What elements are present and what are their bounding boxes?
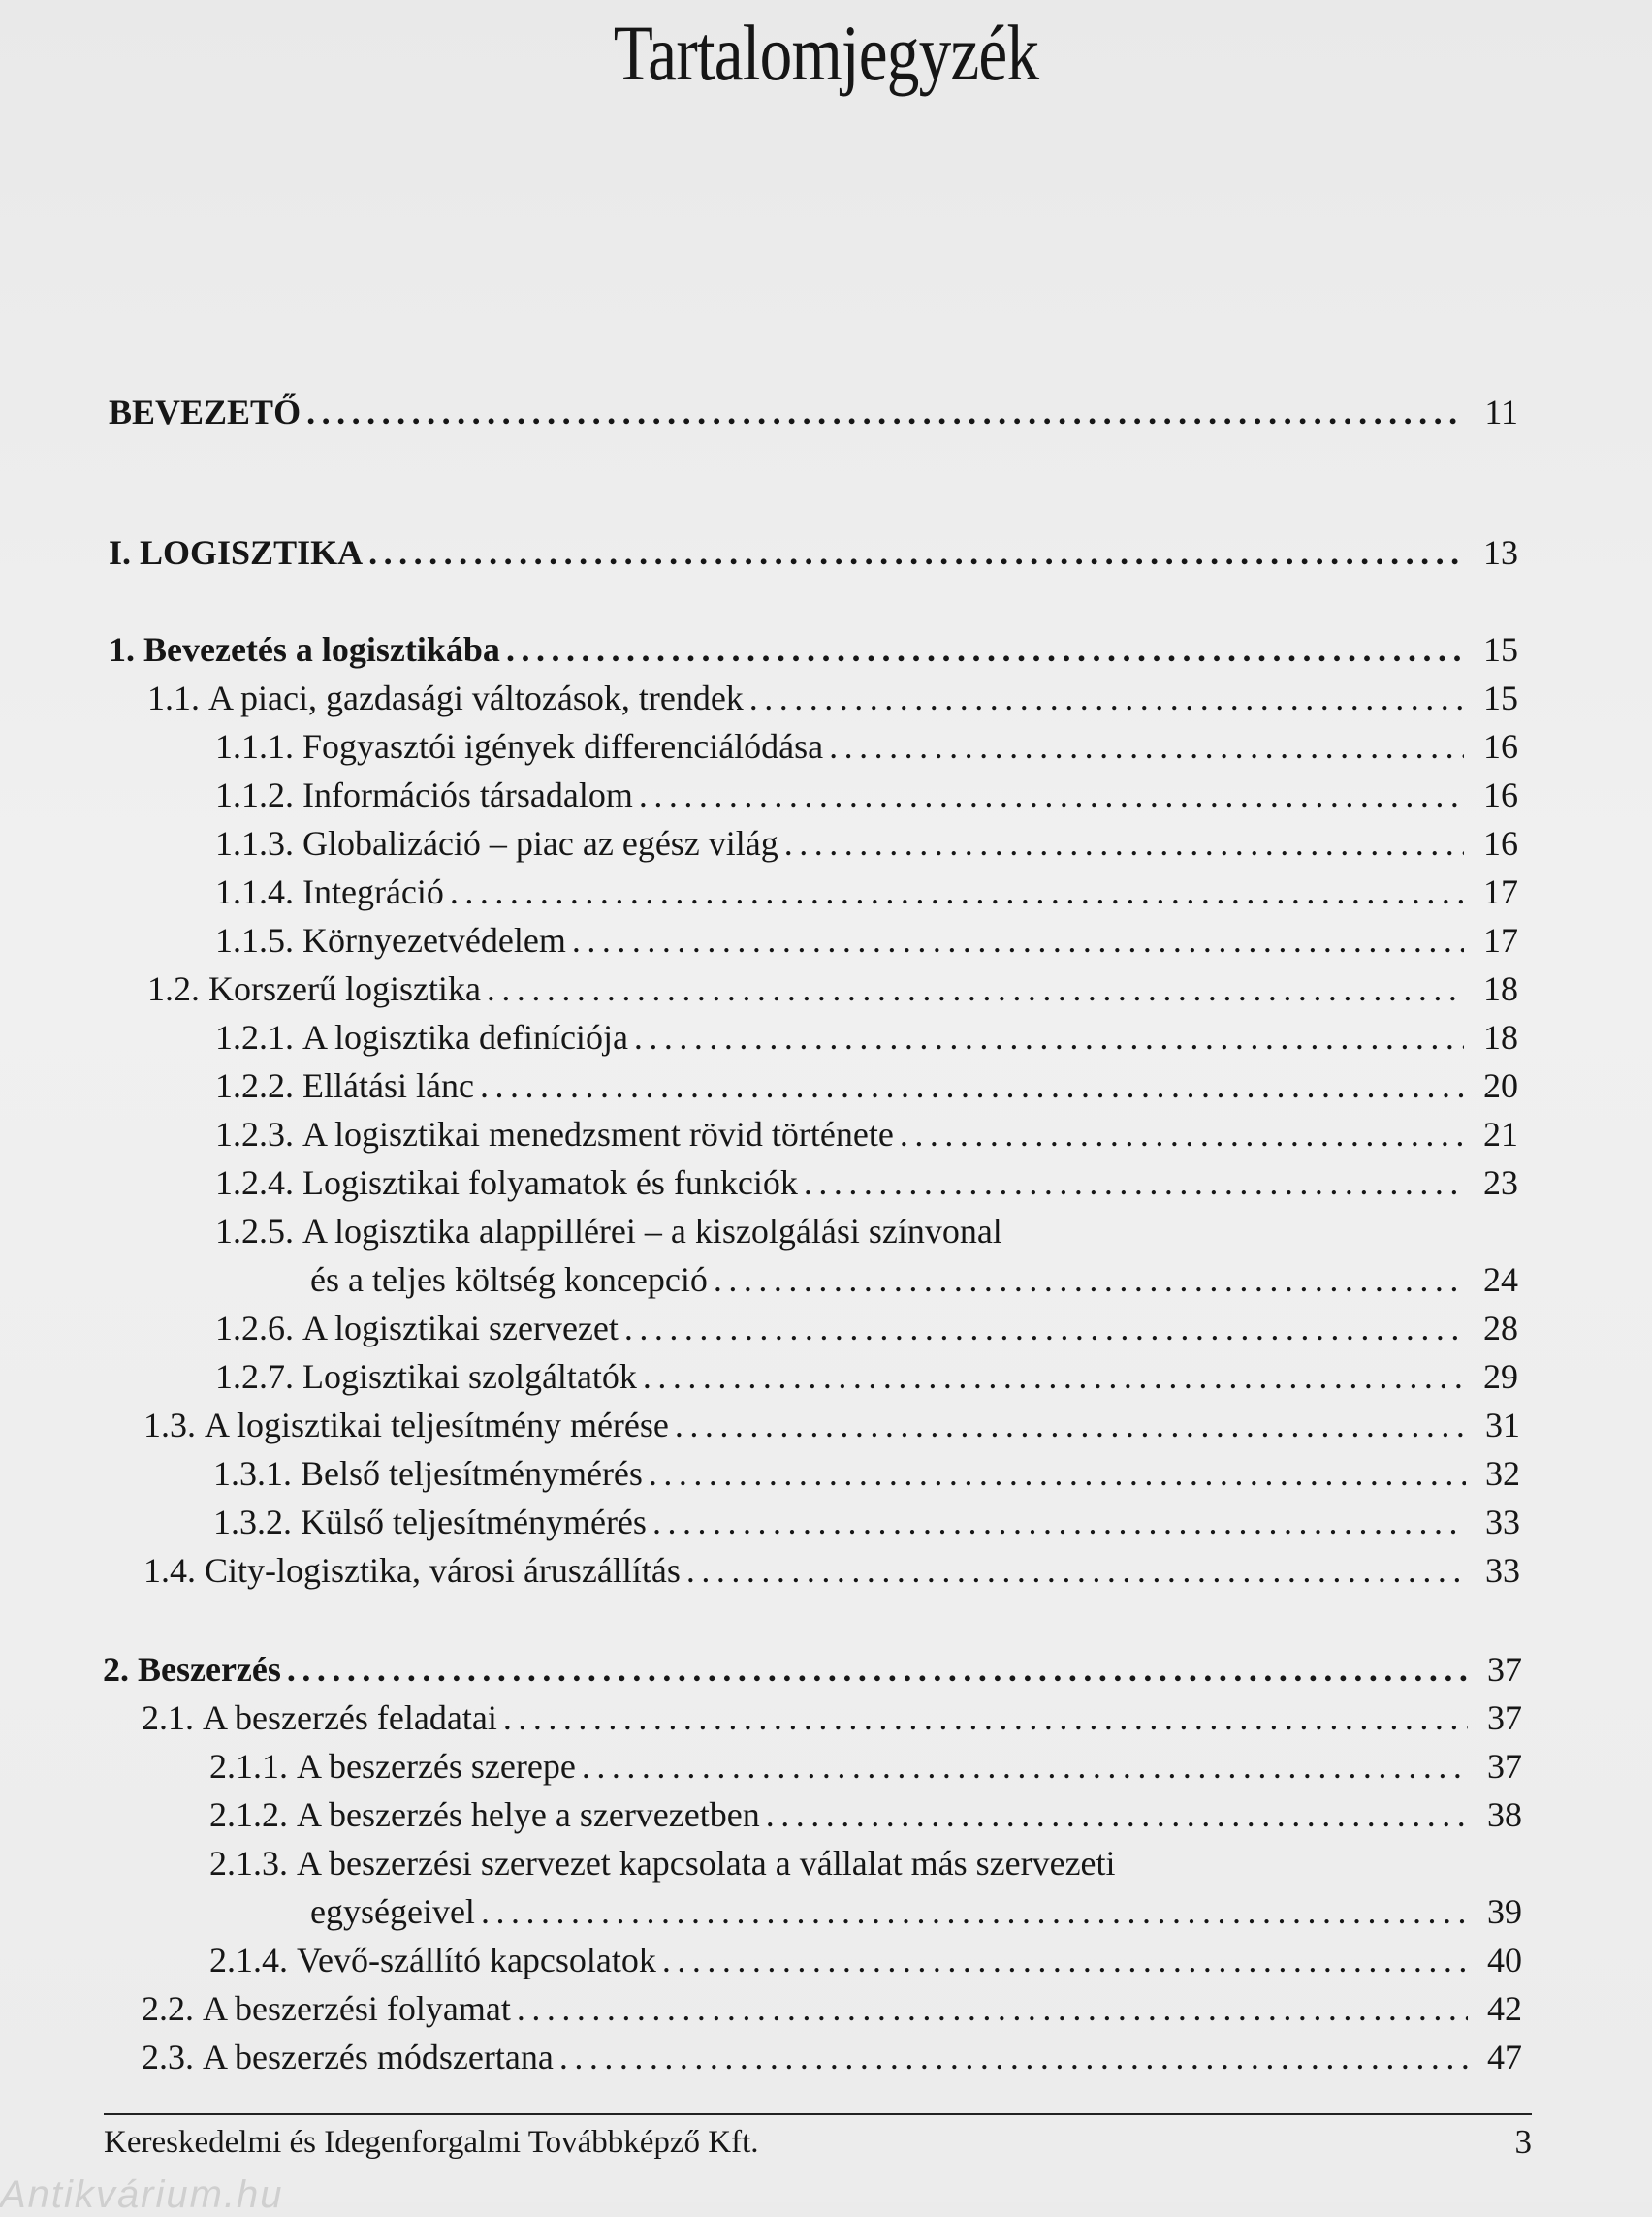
toc-entry-page: 13 — [1483, 533, 1518, 572]
toc-entry-text: Beszerzés — [138, 1650, 281, 1689]
toc-entry-text: City-logisztika, városi áruszállítás — [205, 1551, 681, 1590]
toc-entry-number: 1.1.5. — [215, 921, 294, 960]
dot-leader — [634, 1016, 1464, 1059]
toc-entry-page: 18 — [1483, 1018, 1518, 1057]
toc-entry-number: 1.2.1. — [215, 1018, 294, 1057]
toc-entry-chapter-2 — [103, 1648, 1522, 1691]
toc-entry-number: 1.3. — [143, 1406, 196, 1444]
toc-entry-page: 16 — [1483, 824, 1518, 863]
toc-entry-text: Vevő-szállító kapcsolatok — [297, 1941, 656, 1979]
toc-entry-text: A logisztikai szervezet — [302, 1309, 619, 1347]
toc-entry-page: 16 — [1483, 776, 1518, 814]
toc-entry-1-4 — [143, 1549, 1520, 1592]
toc-entry-number: 2.2. — [142, 1989, 194, 2028]
toc-entry-number: 2.1.4. — [209, 1941, 288, 1979]
dot-leader — [572, 919, 1464, 962]
toc-entry-page: 39 — [1487, 1892, 1522, 1931]
watermark: Antikvárium.hu — [0, 2173, 284, 2216]
toc-entry-chapter-1 — [109, 628, 1518, 671]
toc-entry-text: A beszerzés módszertana — [203, 2038, 554, 2076]
dot-leader — [503, 1696, 1468, 1739]
toc-entry-page: 24 — [1483, 1260, 1518, 1299]
toc-entry-number: 2.3. — [142, 2038, 194, 2076]
dot-leader — [481, 1890, 1468, 1933]
toc-entry-number: 1.1.4. — [215, 872, 294, 911]
page-title: Tartalomjegyzék — [613, 9, 1039, 97]
toc-entry-page: 17 — [1483, 872, 1518, 911]
toc-entry-text: Logisztikai szolgáltatók — [302, 1357, 637, 1396]
toc-entry-1-2-2 — [215, 1064, 1518, 1107]
toc-entry-1-1 — [147, 677, 1518, 719]
dot-leader — [749, 677, 1464, 719]
dot-leader — [368, 531, 1464, 574]
toc-entry-2-1-4 — [209, 1939, 1522, 1981]
toc-entry-text: Bevezetés a logisztikába — [143, 630, 500, 669]
dot-leader — [829, 725, 1464, 768]
toc-entry-text: Globalizáció – piac az egész világ — [302, 824, 778, 863]
toc-entry-1-1-3 — [215, 822, 1518, 865]
toc-entry-text: Külső teljesítménymérés — [301, 1503, 647, 1541]
toc-entry-number: 1.1.2. — [215, 776, 294, 814]
toc-entry-2-2 — [142, 1987, 1522, 2030]
toc-entry-number: 1.2.7. — [215, 1357, 294, 1396]
toc-entry-page: 15 — [1483, 679, 1518, 717]
toc-entry-number: 2.1.3. — [209, 1844, 288, 1883]
dot-leader — [766, 1793, 1468, 1836]
toc-entry-page: 11 — [1484, 393, 1518, 431]
toc-entry-page: 38 — [1487, 1795, 1522, 1834]
dot-leader — [804, 1161, 1464, 1204]
toc-entry-1-3-1 — [213, 1452, 1520, 1495]
toc-entry-1-2-4 — [215, 1161, 1518, 1204]
toc-entry-text: A beszerzési folyamat — [203, 1989, 511, 2028]
dot-leader — [487, 967, 1464, 1010]
toc-entry-page: 18 — [1483, 969, 1518, 1008]
toc-entry-number: 1.2. — [147, 969, 200, 1008]
toc-entry-1-1-4 — [215, 871, 1518, 913]
toc-entry-1-2-3 — [215, 1113, 1518, 1156]
toc-entry-page: 29 — [1483, 1357, 1518, 1396]
toc-entry-number: 2.1.1. — [209, 1747, 288, 1786]
dot-leader — [582, 1745, 1468, 1788]
toc-entry-page: 40 — [1487, 1941, 1522, 1979]
toc-entry-page: 33 — [1485, 1551, 1520, 1590]
dot-leader — [714, 1258, 1464, 1301]
toc-entry-1-2-7 — [215, 1355, 1518, 1398]
toc-entry-text: A logisztika definíciója — [302, 1018, 628, 1057]
toc-entry-page: 42 — [1487, 1989, 1522, 2028]
dot-leader — [649, 1452, 1466, 1495]
toc-entry-text: A beszerzés szerepe — [297, 1747, 576, 1786]
toc-entry-1-2-6 — [215, 1307, 1518, 1349]
toc-entry-1-2-5-line-1 — [215, 1210, 1002, 1252]
toc-entry-page: 17 — [1483, 921, 1518, 960]
toc-entry-page: 37 — [1487, 1747, 1522, 1786]
toc-entry-text: Belső teljesítménymérés — [301, 1454, 643, 1493]
toc-entry-page: 37 — [1487, 1698, 1522, 1737]
toc-entry-2-1-3-line-1 — [209, 1842, 1116, 1884]
dot-leader — [559, 2036, 1468, 2078]
dot-leader — [652, 1501, 1466, 1543]
toc-entry-1-2-5 — [310, 1258, 1518, 1301]
dot-leader — [662, 1939, 1468, 1981]
toc-entry-page: 20 — [1483, 1066, 1518, 1105]
toc-entry-text: Fogyasztói igények differenciálódása — [302, 727, 824, 766]
toc-entry-text: A beszerzési szervezet kapcsolata a vállalat más szervezeti — [297, 1844, 1116, 1883]
toc-entry-part-1 — [109, 531, 1518, 574]
toc-entry-number: 1.1.3. — [215, 824, 294, 863]
dot-leader — [480, 1064, 1464, 1107]
toc-entry-text-continued: és a teljes költség koncepció — [310, 1260, 708, 1299]
toc-entry-number: 1.4. — [143, 1551, 196, 1590]
toc-entry-text-continued: egységeivel — [310, 1892, 475, 1931]
toc-entry-number: 2.1. — [142, 1698, 194, 1737]
toc-entry-page: 47 — [1487, 2038, 1522, 2076]
dot-leader — [900, 1113, 1464, 1156]
dot-leader — [287, 1648, 1468, 1691]
toc-entry-number: 2.1.2. — [209, 1795, 288, 1834]
toc-entry-number: 1. — [109, 630, 135, 669]
toc-entry-1-2 — [147, 967, 1518, 1010]
footer-page-number: 3 — [1514, 2123, 1532, 2161]
dot-leader — [517, 1987, 1468, 2030]
toc-entry-number: 1.3.2. — [213, 1503, 292, 1541]
toc-entry-2-3 — [142, 2036, 1522, 2078]
toc-entry-1-2-1 — [215, 1016, 1518, 1059]
toc-entry-1-1-1 — [215, 725, 1518, 768]
toc-entry-text: Logisztikai folyamatok és funkciók — [302, 1163, 798, 1202]
toc-entry-text: A beszerzés feladatai — [203, 1698, 497, 1737]
toc-entry-page: 33 — [1485, 1503, 1520, 1541]
toc-entry-text: Környezetvédelem — [302, 921, 566, 960]
dot-leader — [639, 774, 1464, 816]
dot-leader — [506, 628, 1464, 671]
toc-entry-number: 1.2.3. — [215, 1115, 294, 1154]
toc-entry-text: Információs társadalom — [302, 776, 633, 814]
toc-entry-text: BEVEZETŐ — [109, 393, 302, 431]
toc-entry-1-3 — [143, 1404, 1520, 1446]
toc-entry-page: 16 — [1483, 727, 1518, 766]
footer-divider — [104, 2113, 1532, 2115]
toc-entry-number: 1.1. — [147, 679, 200, 717]
toc-entry-text: A logisztikai menedzsment rövid története — [302, 1115, 894, 1154]
toc-entry-text: A logisztika alappillérei – a kiszolgálási színvonal — [302, 1212, 1002, 1251]
dot-leader — [784, 822, 1464, 865]
toc-entry-number: 1.2.6. — [215, 1309, 294, 1347]
toc-entry-text: A logisztikai teljesítmény mérése — [205, 1406, 669, 1444]
toc-entry-page: 31 — [1485, 1406, 1520, 1444]
toc-entry-bevezeto — [109, 391, 1518, 433]
toc-entry-1-1-5 — [215, 919, 1518, 962]
dot-leader — [686, 1549, 1466, 1592]
toc-entry-number: 1.2.2. — [215, 1066, 294, 1105]
toc-entry-2-1-1 — [209, 1745, 1522, 1788]
toc-entry-1-3-2 — [213, 1501, 1520, 1543]
toc-entry-number: 1.2.5. — [215, 1212, 294, 1251]
dot-leader — [624, 1307, 1464, 1349]
toc-entry-page: 37 — [1487, 1650, 1522, 1689]
toc-entry-page: 23 — [1483, 1163, 1518, 1202]
toc-entry-text: A piaci, gazdasági változások, trendek — [208, 679, 744, 717]
toc-entry-number: 1.1.1. — [215, 727, 294, 766]
dot-leader — [450, 871, 1464, 913]
dot-leader — [306, 391, 1464, 433]
toc-entry-text: Integráció — [302, 872, 444, 911]
toc-entry-2-1-3 — [310, 1890, 1522, 1933]
toc-entry-2-1-2 — [209, 1793, 1522, 1836]
toc-entry-text: I. LOGISZTIKA — [109, 533, 364, 572]
toc-entry-text: A beszerzés helye a szervezetben — [297, 1795, 760, 1834]
toc-entry-page: 21 — [1483, 1115, 1518, 1154]
toc-entry-number: 2. — [103, 1650, 129, 1689]
toc-entry-page: 32 — [1485, 1454, 1520, 1493]
toc-entry-text: Ellátási lánc — [302, 1066, 474, 1105]
toc-entry-2-1 — [142, 1696, 1522, 1739]
dot-leader — [643, 1355, 1464, 1398]
dot-leader — [675, 1404, 1466, 1446]
toc-entry-number: 1.3.1. — [213, 1454, 292, 1493]
footer-publisher: Kereskedelmi és Idegenforgalmi Továbbképző Kft. — [104, 2125, 759, 2160]
toc-entry-1-1-2 — [215, 774, 1518, 816]
toc-entry-page: 28 — [1483, 1309, 1518, 1347]
toc-entry-text: Korszerű logisztika — [208, 969, 481, 1008]
toc-entry-number: 1.2.4. — [215, 1163, 294, 1202]
toc-entry-page: 15 — [1483, 630, 1518, 669]
